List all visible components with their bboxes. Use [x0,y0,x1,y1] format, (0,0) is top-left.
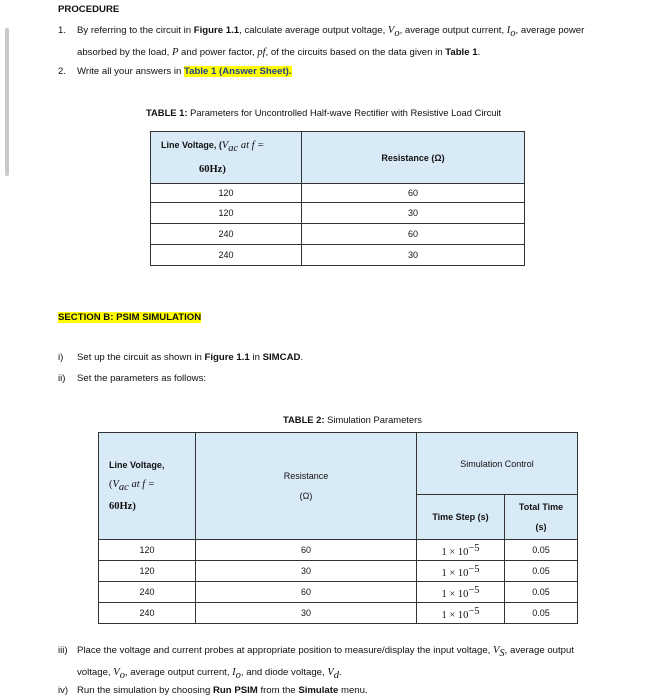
table-row: 120 30 $1 \times 10^{-5}$ 0.05 [99,561,578,582]
scrollbar[interactable] [5,28,9,176]
table-row: 120 60 $1 \times 10^{-5}$ 0.05 [99,540,578,561]
table2-header-timestep: Time Step (s) [417,495,505,540]
procedure-heading: PROCEDURE [58,4,120,15]
table2-header-total-time: Total Time (s) [505,495,578,540]
table2-header-voltage: Line Voltage, ($V_{ac}$ at f = 60Hz) [99,433,196,540]
section-b-heading: SECTION B: PSIM SIMULATION [58,312,202,323]
table1-header-resistance: Resistance (Ω) [302,132,525,184]
item-number: 2. [58,66,67,77]
table2 [98,432,578,624]
table2-caption: TABLE 2: Simulation Parameters [283,414,422,425]
table2-header-simulation-control: Simulation Control [417,433,578,495]
table-row: 240 60 $1 \times 10^{-5}$ 0.05 [99,582,578,603]
table1-caption: TABLE 1: Parameters for Uncontrolled Half-wave Rectifier with Resistive Load Circuit [146,107,502,118]
table-row: 240 60 [151,224,525,245]
table-row: 120 30 [151,203,525,224]
table-row: 240 30 [151,245,525,266]
table1-header-voltage: Line Voltage, ($V_{ac}$ at f = 60Hz) [151,132,302,184]
table2-header-resistance: Resistance (Ω) [196,433,417,540]
item-number: 1. [58,25,67,36]
table-row: 120 60 [151,184,525,203]
table1 [150,131,525,266]
table-row: 240 30 $1 \times 10^{-5}$ 0.05 [99,603,578,624]
answer-sheet-highlight: Table 1 (Answer Sheet). [184,66,292,77]
